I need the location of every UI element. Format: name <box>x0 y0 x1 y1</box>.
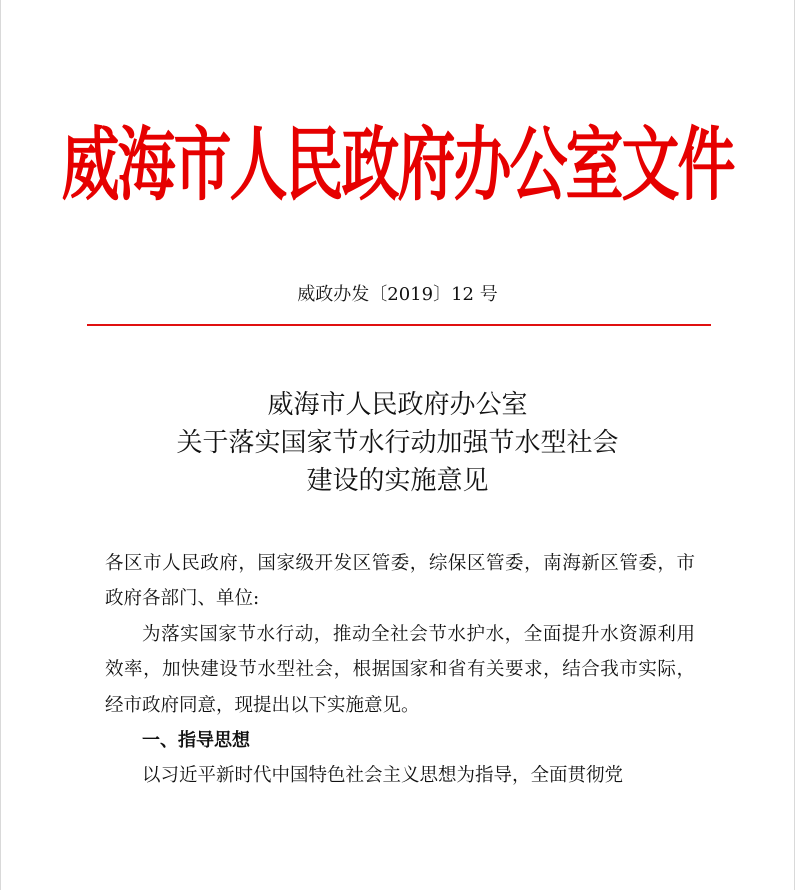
section-1-heading: 一、指导思想 <box>142 730 250 752</box>
document-body <box>105 546 695 794</box>
title-line-1: 威海市人民政府办公室 <box>267 390 528 420</box>
section-heading-row <box>105 723 695 758</box>
addressee-paragraph: 各区市人民政府，国家级开发区管委，综保区管委，南海新区管委，市政府各部门、单位: <box>105 553 695 610</box>
document-masthead: 威海市人民政府办公室文件 <box>61 118 734 212</box>
red-divider-line <box>87 324 711 326</box>
title-line-2: 关于落实国家节水行动加强节水型社会 <box>176 428 619 458</box>
intro-paragraph: 为落实国家节水行动，推动全社会节水护水，全面提升水资源利用效率，加快建设节水型社会，根据国家和省有关要求，结合我市实际，经市政府同意，现提出以下实施意见。 <box>105 623 695 716</box>
document-number: 威政办发〔2019〕12 号 <box>297 284 498 305</box>
document-title <box>1 386 794 500</box>
title-line-3: 建设的实施意见 <box>306 466 489 496</box>
section-1-paragraph: 以习近平新时代中国特色社会主义思想为指导，全面贯彻党 <box>142 765 624 787</box>
